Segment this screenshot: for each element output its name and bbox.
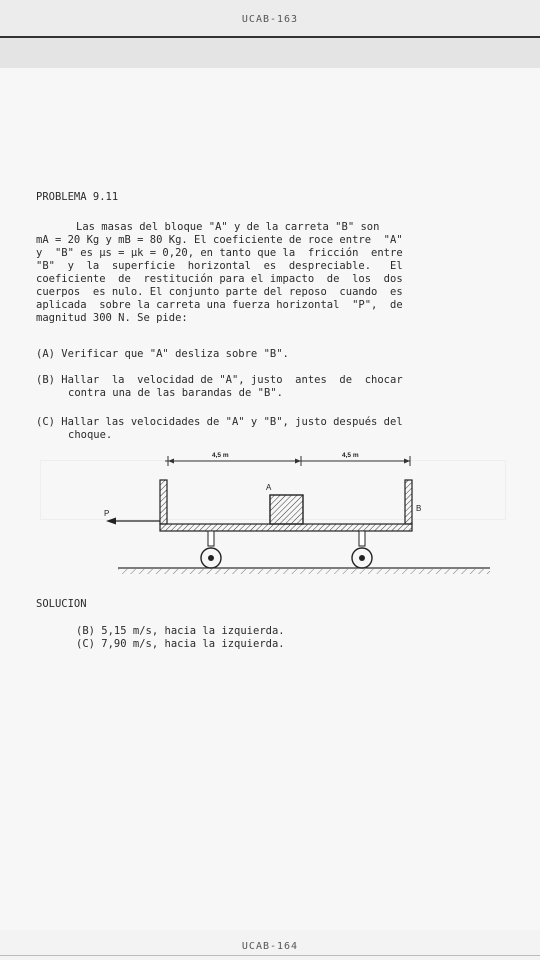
dimension-left [165,456,301,466]
statement-line-2: mA = 20 Kg y mB = 80 Kg. El coeficiente de roce entre "A" [36,234,403,246]
item-c-line-1: (C) Hallar las velocidades de "A" y "B", justo después del [36,416,403,428]
item-a: (A) Verificar que "A" desliza sobre "B". [36,348,289,360]
page-header: UCAB-163 [241,14,299,25]
answer-b: (B) 5,15 m/s, hacia la izquierda. [76,625,285,637]
bottom-rule [0,955,540,956]
statement-line-8: magnitud 300 N. Se pide: [36,312,188,324]
page-footer: UCAB-164 [241,941,299,952]
item-b-line-1: (B) Hallar la velocidad de "A", justo antes de chocar [36,374,403,386]
cart-b-label: B [416,504,422,513]
force-p-arrow [106,518,160,525]
item-b-line-2: contra una de las barandas de "B". [68,387,283,399]
solution-title: SOLUCION [36,598,87,610]
problem-title: PROBLEMA 9.11 [36,191,119,203]
statement-line-7: aplicada sobre la carreta una fuerza horizontal "P", de [36,299,403,311]
dimension-left-label: 4,5 m [212,452,229,459]
item-c-line-2: choque. [68,429,113,441]
statement-line-5: coeficiente de restitución para el impacto de los dos [36,273,403,285]
wheel-left [201,531,221,568]
statement-line-1: Las masas del bloque "A" y de la carreta "B" son [76,221,380,233]
wheel-right [352,531,372,568]
force-p-label: P [104,509,110,518]
dimension-right-label: 4,5 m [342,452,359,459]
ground [118,568,490,574]
statement-line-4: "B" y la superficie horizontal es despreciable. El [36,260,403,272]
block-a [270,495,303,524]
statement-line-3: y "B" es μs = μk = 0,20, en tanto que la fricción entre [36,247,403,259]
statement-line-6: cuerpos es nulo. El conjunto parte del reposo cuando es [36,286,403,298]
block-a-label: A [266,483,272,492]
answer-c: (C) 7,90 m/s, hacia la izquierda. [76,638,285,650]
